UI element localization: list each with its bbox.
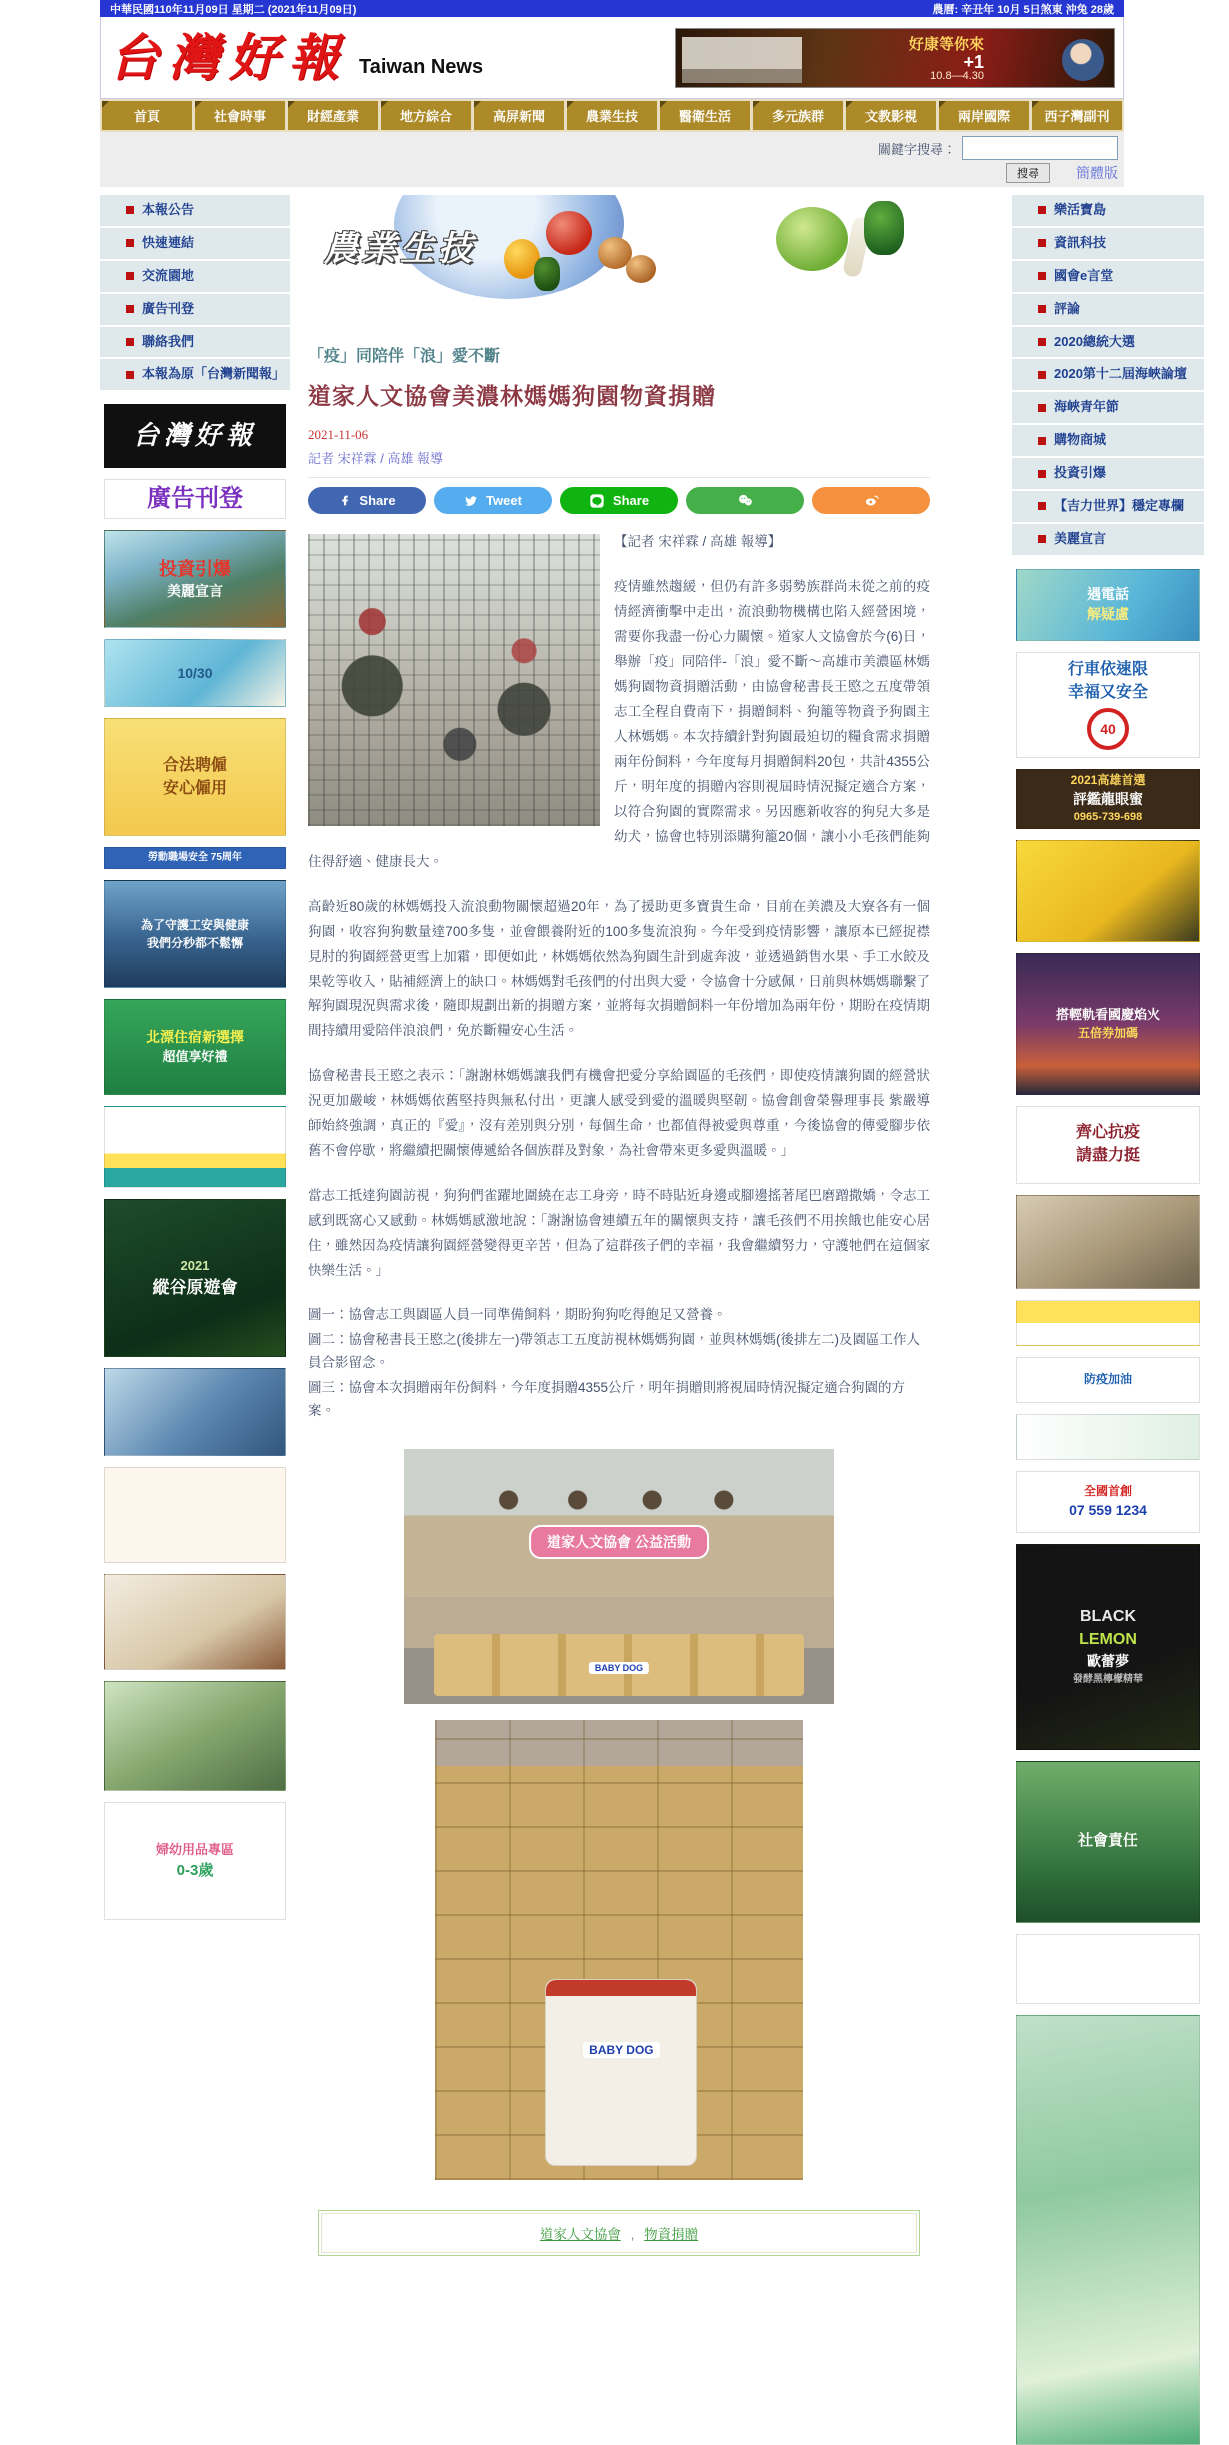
- ad-group-photo[interactable]: [1016, 1195, 1200, 1289]
- ad-qr-codes[interactable]: [104, 1106, 286, 1188]
- right-menu-item-7[interactable]: [1012, 425, 1204, 456]
- bullet-icon: [1038, 502, 1046, 510]
- left-menu-label: 交流園地: [142, 267, 195, 283]
- right-menu-label: 國會e言堂: [1054, 267, 1114, 283]
- right-menu-label: 【吉力世界】穩定專欄: [1054, 498, 1185, 514]
- feed-bag-brand: BABY DOG: [583, 2042, 659, 2058]
- search-button[interactable]: 搜尋: [1006, 163, 1050, 183]
- header-ad-line1: 好康等你來: [908, 36, 984, 53]
- facebook-share-button[interactable]: [308, 487, 426, 514]
- weibo-icon: [863, 492, 880, 509]
- site-header: [100, 17, 1124, 99]
- nav-tab-2[interactable]: 財經產業: [288, 101, 378, 130]
- left-menu-item-3[interactable]: [100, 294, 290, 325]
- ad-legal-hire-text: 安心僱用: [162, 779, 227, 797]
- ad-black-lemon[interactable]: [1016, 1544, 1200, 1750]
- logo-calligraphy: 台灣好報: [109, 27, 349, 87]
- ad-black-lemon-text: BLACK: [1080, 1608, 1136, 1626]
- ad-event-1030-text: 10/30: [177, 664, 213, 681]
- ad-strip-75-text: 勞動職場安全 75周年: [148, 852, 242, 864]
- ad-lrt-fireworks-text: 五倍券加碼: [1077, 1025, 1138, 1040]
- left-menu-item-5[interactable]: [100, 359, 290, 390]
- twitter-icon: [464, 494, 478, 508]
- nav-tab-4[interactable]: 高屏新聞: [474, 101, 564, 130]
- ad-speed-limit-text: 行車依速限: [1067, 660, 1148, 678]
- header-ad-banner[interactable]: [675, 28, 1115, 88]
- weibo-share-button[interactable]: [812, 487, 930, 514]
- ad-traffic[interactable]: [104, 1368, 286, 1456]
- ad-stay-north[interactable]: [104, 999, 286, 1095]
- ad-bee[interactable]: [1016, 840, 1200, 942]
- ad-strip-75[interactable]: [104, 847, 286, 869]
- ad-taxi-text: 07 559 1234: [1069, 1502, 1147, 1519]
- red-pepper-art: [546, 211, 592, 255]
- ad-speed-limit[interactable]: [1016, 652, 1200, 758]
- right-menu-label: 2020第十二屆海峽論壇: [1054, 366, 1187, 382]
- ad-fight-covid[interactable]: [1016, 1106, 1200, 1184]
- article-photo-3: [435, 1720, 803, 2180]
- right-menu-item-2[interactable]: [1012, 261, 1204, 292]
- ad-dots[interactable]: [1016, 1934, 1200, 2004]
- ad-forest-csr[interactable]: [1016, 1761, 1200, 1923]
- site-logo[interactable]: [109, 29, 483, 87]
- bullet-icon: [1038, 272, 1046, 280]
- ad-cpc-port[interactable]: [104, 880, 286, 988]
- left-menu-item-0[interactable]: [100, 195, 290, 226]
- simplified-version-link[interactable]: 簡體版: [1076, 165, 1118, 181]
- right-sidebar: [1012, 195, 1204, 2445]
- bullet-icon: [1038, 404, 1046, 412]
- main-column: [308, 195, 930, 2256]
- right-menu-item-9[interactable]: [1012, 491, 1204, 522]
- ad-speed-limit-text: 40: [1087, 708, 1129, 750]
- left-ads: [100, 404, 290, 1920]
- bullet-icon: [1038, 206, 1046, 214]
- nav-tab-1[interactable]: 社會時事: [195, 101, 285, 130]
- right-menu-label: 2020總統大選: [1054, 333, 1135, 349]
- onion-art: [626, 255, 656, 283]
- line-share-button[interactable]: [560, 487, 678, 514]
- nav-tab-5[interactable]: 農業生技: [567, 101, 657, 130]
- feed-bag-brand: BABY DOG: [589, 1662, 649, 1674]
- bullet-icon: [126, 239, 134, 247]
- header-ad-line2: +1: [963, 52, 984, 72]
- line-icon: [589, 493, 605, 509]
- bullet-icon: [1038, 437, 1046, 445]
- search-row: [100, 132, 1124, 187]
- share-buttons: [308, 477, 930, 514]
- header-ad-line3: 10.8—4.30: [930, 70, 984, 82]
- ad-legal-hire[interactable]: [104, 718, 286, 836]
- greens-art: [864, 201, 904, 255]
- ad-forest-csr-text: 社會責任: [1077, 1832, 1138, 1850]
- ad-event-1030[interactable]: [104, 639, 286, 707]
- ad-rice[interactable]: [104, 1467, 286, 1563]
- line-share-label: Share: [612, 493, 650, 508]
- article-byline: 記者 宋祥霖 / 高雄 報導: [308, 451, 444, 466]
- twitter-share-button[interactable]: [434, 487, 552, 514]
- bullet-icon: [1038, 371, 1046, 379]
- ad-map-green[interactable]: [1016, 2015, 1200, 2445]
- ad-qr-strip[interactable]: [1016, 1300, 1200, 1346]
- right-menu-label: 評論: [1054, 300, 1081, 316]
- wechat-icon: [737, 492, 754, 509]
- nav-tab-0[interactable]: 首頁: [102, 101, 192, 130]
- article-date: 2021-11-06: [308, 427, 369, 442]
- figure-caption-2: 圖二：協會秘書長王愍之(後排左一)帶領志工五度訪視林媽媽狗園，並與林媽媽(後排左二)及園區工作人員合影留念。: [308, 1332, 920, 1371]
- nav-tab-10[interactable]: 西子灣副刊: [1032, 101, 1122, 130]
- facebook-share-label: Share: [359, 493, 396, 508]
- article-body: [308, 530, 930, 1284]
- ad-longan-honey-text: 0965-739-698: [1073, 811, 1143, 824]
- roc-date: 中華民國110年11月09日 星期二 (2021年11月09日): [110, 3, 357, 16]
- tag-separator: ,: [630, 2226, 635, 2242]
- nav-tab-8[interactable]: 文教影視: [846, 101, 936, 130]
- bullet-icon: [126, 272, 134, 280]
- left-sidebar: [100, 195, 290, 1920]
- left-menu-item-1[interactable]: [100, 228, 290, 259]
- ad-baby-goods-text: 0-3歲: [176, 1861, 214, 1879]
- ad-longan-honey[interactable]: [1016, 769, 1200, 829]
- ad-lrt-fireworks-text: 搭輕軌看國慶焰火: [1055, 1006, 1160, 1022]
- ad-baby-goods-text: 婦幼用品專區: [155, 1842, 234, 1858]
- tag-link-donation[interactable]: 物資捐贈: [644, 2226, 699, 2242]
- nav-tab-7[interactable]: 多元族群: [753, 101, 843, 130]
- ad-valley-festival-text: 縱谷原遊會: [152, 1278, 238, 1298]
- bag-red-band: [546, 1980, 696, 1996]
- left-menu-item-4[interactable]: [100, 327, 290, 358]
- top-date-bar: [100, 0, 1124, 17]
- figure-captions: [308, 1304, 930, 1423]
- ad-fuel[interactable]: [1016, 1357, 1200, 1403]
- ad-speed-limit-text: 幸福又安全: [1067, 683, 1148, 701]
- article-paragraph-1: 疫情雖然趨緩，但仍有許多弱勢族群尚未從之前的疫情經濟衝擊中走出，流浪動物機構也陷入經營困境，需要你我盡一份心力關懷。道家人文協會於今(6)日，舉辦「疫」同陪伴-「浪」愛不斷～高雄市美濃區林媽媽狗園物資捐贈活動，由協會秘書長王愍之五度帶領志工全程自費南下，捐贈飼料、狗籠等物資予狗園主人林媽媽。本次持續針對狗園最迫切的糧食需求捐贈兩年份飼料，今年度每月捐贈飼料20包，共計4355公斤，明年度的捐贈內容則視屆時情況擬定適合方案，以符合狗園的實際需求。另因應新收容的狗兒大多是幼犬，協會也特別添購狗籠20個，讓小小毛孩們能夠住得舒適、健康長大。: [308, 578, 930, 869]
- ad-longan-honey-text: 2021高雄首選: [1070, 772, 1146, 787]
- article-title: 道家人文協會美濃林媽媽狗園物資捐贈: [308, 383, 716, 409]
- left-menu-label: 聯絡我們: [142, 333, 195, 349]
- left-menu: [100, 195, 290, 390]
- category-title: 農業生技: [324, 230, 476, 268]
- event-banner-text: 道家人文協會 公益活動: [529, 1525, 709, 1559]
- figure-caption-1: 圖一：協會志工與園區人員一同準備飼料，期盼狗狗吃得飽足又營養。: [308, 1307, 727, 1323]
- right-menu-label: 樂活寶島: [1054, 202, 1107, 217]
- cucumber-art: [534, 257, 560, 291]
- ad-valley-festival-text: 2021: [180, 1258, 210, 1274]
- bullet-icon: [1038, 305, 1046, 313]
- ad-fight-covid-text: 請盡力挺: [1075, 1147, 1140, 1165]
- ad-black-lemon-text: LEMON: [1079, 1631, 1137, 1649]
- ad-invest-text: 美麗宣言: [166, 583, 223, 600]
- ad-black-lemon-text: 發酵黑檸檬精華: [1073, 1673, 1143, 1685]
- ad-anti-scam[interactable]: [1016, 569, 1200, 641]
- ad-valley-festival[interactable]: [104, 1199, 286, 1357]
- bullet-icon: [1038, 470, 1046, 478]
- ad-guanggao-kandeng-text: 廣告刊登: [146, 485, 243, 513]
- ad-invest[interactable]: [104, 530, 286, 628]
- ad-anti-scam-text: 遇電話: [1087, 585, 1129, 602]
- ad-lrt-fireworks[interactable]: [1016, 953, 1200, 1095]
- ad-cpc-port-text: 我們分秒都不鬆懈: [146, 935, 243, 950]
- tag-box: [318, 2210, 920, 2256]
- right-menu-item-1[interactable]: [1012, 228, 1204, 259]
- nav-tab-9[interactable]: 兩岸國際: [939, 101, 1029, 130]
- lunar-date: 農曆: 辛丑年 10月 5日煞東 沖兔 28歲: [932, 3, 1114, 16]
- category-banner-image: [308, 195, 930, 299]
- right-menu-label: 海峽青年節: [1054, 399, 1120, 415]
- right-menu-item-0[interactable]: [1012, 195, 1204, 226]
- ad-stay-north-text: 超值享好禮: [162, 1049, 228, 1065]
- article-photo-2: [404, 1449, 834, 1704]
- page: [100, 0, 1204, 2445]
- figure-caption-3: 圖三：協會本次捐贈兩年份飼料，今年度捐贈4355公斤，明年捐贈則將視屆時情況擬定適合狗園的方案。: [308, 1379, 906, 1418]
- right-menu-label: 資訊科技: [1054, 234, 1107, 250]
- ad-cpc-port-text: 為了守護工安與健康: [140, 917, 249, 932]
- right-menu: [1012, 195, 1204, 555]
- right-menu-item-5[interactable]: [1012, 359, 1204, 390]
- right-ads: [1012, 569, 1204, 2445]
- ad-stay-north-text: 北漂住宿新選擇: [145, 1028, 244, 1045]
- ad-cycling[interactable]: [104, 1681, 286, 1791]
- twitter-share-label: Tweet: [486, 493, 522, 508]
- bullet-icon: [126, 371, 134, 379]
- ad-longan-honey-text: 評鑑龍眼蜜: [1073, 790, 1143, 807]
- article-paragraph-4: 當志工抵達狗園訪視，狗狗們雀躍地圍繞在志工身旁，時不時貼近身邊或腳邊搖著尾巴磨蹭撒嬌，令志工感到既窩心又感動。林媽媽感激地說：「謝謝協會連續五年的關懷與支持，讓毛孩們不用挨餓也能安心居住，雖然因為疫情讓狗園經營變得更辛苦，但為了這群孩子們的幸福，我會繼續努力，守護牠們在這個家快樂生活。」: [308, 1188, 930, 1279]
- article-paragraph-2: 高齡近80歲的林媽媽投入流浪動物關懷超過20年，為了援助更多寶貴生命，目前在美濃及大寮各有一個狗園，收容狗狗數量達700多隻，並會餵養附近的100多隻流浪狗。今年受到疫情影響，讓原本已經捉襟見肘的狗園經營更雪上加霜，即便如此，林媽媽依然為狗園生計到處奔波，並透過銷售水果、手工水餃及果乾等收入，貼補經濟上的缺口。林媽媽對毛孩們的付出與大愛，令協會十分感佩，日前與林媽媽聯繫了解狗園現況與需求後，隨即規劃出新的捐贈方案，並將每次捐贈飼料一年份增加為兩年份，期盼在疫情期間持續用愛陪伴浪浪們，免於斷糧安心生活。: [308, 898, 930, 1039]
- left-menu-label: 本報公告: [142, 202, 195, 217]
- right-menu-item-6[interactable]: [1012, 392, 1204, 423]
- ad-fuel-text: 防疫加油: [1083, 1372, 1132, 1387]
- article-photo-1: [308, 534, 600, 826]
- ad-black-lemon-text: 歐蕾夢: [1087, 1653, 1129, 1670]
- right-menu-item-4[interactable]: [1012, 327, 1204, 358]
- search-label: 關鍵字搜尋：: [877, 141, 956, 157]
- ad-wood-sign[interactable]: [104, 1574, 286, 1670]
- article-kicker: 「疫」同陪伴「浪」愛不斷: [308, 348, 501, 365]
- content-columns: [100, 195, 1204, 2445]
- right-menu-item-10[interactable]: [1012, 524, 1204, 555]
- ad-fight-covid-text: 齊心抗疫: [1075, 1124, 1140, 1142]
- article-paragraph-3: 協會秘書長王愍之表示：「謝謝林媽媽讓我們有機會把愛分享給園區的毛孩們，即使疫情讓狗園的經營狀況更加嚴峻，林媽媽依舊堅持與無私付出，更讓人感受到愛的溫暖與堅韌。協會創會榮譽理事長 紫嚴導師始終強調，真正的『愛』，沒有差別與分別，每個生命，也都值得被愛與尊重，今後協會的傳愛腳步依舊不會停歇，將繼續把關懷傳遞給各個族群及對象，為社會帶來更多愛與溫暖。」: [308, 1068, 930, 1159]
- bullet-icon: [1038, 338, 1046, 346]
- tag-link-association[interactable]: 道家人文協會: [539, 2226, 621, 2242]
- cabbage-art: [776, 207, 848, 271]
- bullet-icon: [1038, 535, 1046, 543]
- right-menu-item-3[interactable]: [1012, 294, 1204, 325]
- people-art: [481, 1485, 756, 1515]
- ad-legal-hire-text: 合法聘僱: [162, 756, 227, 774]
- facebook-icon: [338, 494, 351, 507]
- brand-banner[interactable]: [104, 404, 286, 468]
- logo-english: Taiwan News: [359, 55, 484, 78]
- left-menu-label: 廣告刊登: [142, 300, 195, 316]
- ad-taxi[interactable]: [1016, 1471, 1200, 1533]
- feed-bag-art: [545, 1979, 697, 2166]
- right-menu-label: 美麗宣言: [1054, 530, 1107, 546]
- ad-guanggao-kandeng[interactable]: [104, 479, 286, 519]
- search-input[interactable]: [962, 136, 1118, 160]
- left-menu-label: 快速連結: [142, 234, 195, 250]
- right-menu-item-8[interactable]: [1012, 458, 1204, 489]
- bullet-icon: [126, 305, 134, 313]
- bullet-icon: [126, 338, 134, 346]
- ad-cpc-travel[interactable]: [1016, 1414, 1200, 1460]
- nav-tab-6[interactable]: 醫衛生活: [660, 101, 750, 130]
- nav-tab-3[interactable]: 地方綜合: [381, 101, 471, 130]
- left-menu-label: 本報為原「台灣新聞報」: [142, 366, 286, 382]
- right-menu-label: 投資引爆: [1054, 465, 1107, 481]
- wechat-share-button[interactable]: [686, 487, 804, 514]
- ad-anti-scam-text: 解疑慮: [1087, 606, 1129, 623]
- bullet-icon: [1038, 239, 1046, 247]
- left-menu-item-2[interactable]: [100, 261, 290, 292]
- ad-baby-goods[interactable]: [104, 1802, 286, 1920]
- ad-invest-text: 投資引爆: [158, 558, 231, 579]
- right-menu-label: 購物商城: [1054, 432, 1107, 448]
- bullet-icon: [126, 206, 134, 214]
- article-lead: 【記者 宋祥霖 / 高雄 報導】: [614, 534, 782, 549]
- main-nav: [100, 99, 1124, 132]
- ad-taxi-text: 全國首創: [1083, 1484, 1132, 1499]
- brand-banner-text: 台灣好報: [132, 421, 257, 452]
